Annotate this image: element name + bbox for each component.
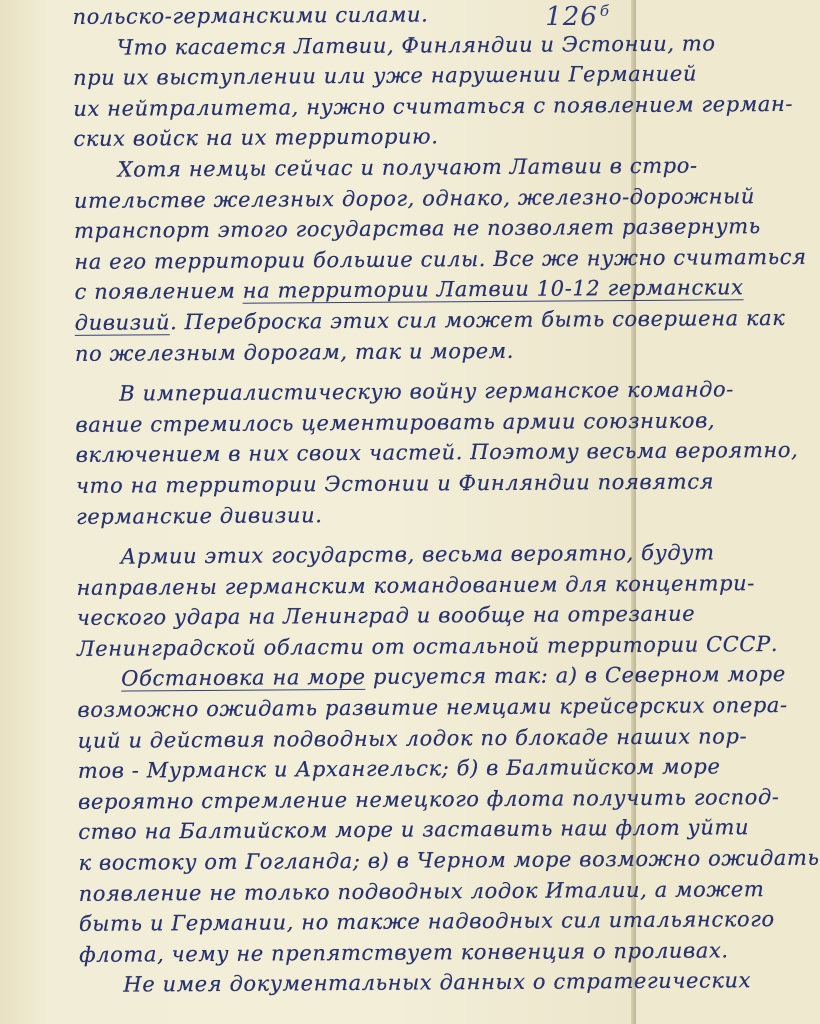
line-text: к востоку от Гогланда; в) в Черном море возможно ожидать <box>78 845 820 875</box>
manuscript-line <box>72 59 698 93</box>
manuscript-line <box>74 151 698 185</box>
manuscript-line <box>75 375 735 409</box>
manuscript-line <box>77 691 788 725</box>
manuscript-line <box>76 599 696 633</box>
line-text: их нейтралитета, нужно считаться с появлением герман- <box>73 91 794 121</box>
folio-number-main: 126 <box>545 2 598 32</box>
line-text: по железным дорогам, так и морем. <box>74 338 515 366</box>
manuscript-line <box>79 967 752 1001</box>
manuscript-line <box>75 406 716 440</box>
line-text: В империалистическую войну германское командо- <box>119 377 735 406</box>
line-text: флота, чему не препятствует конвенция о проливах. <box>79 938 729 967</box>
manuscript-line <box>75 467 715 501</box>
manuscript-line <box>75 335 615 369</box>
line-text: вание стремилось цементировать армии союзников, <box>75 408 716 437</box>
line-text: при их выступлении или уже нарушении Германией <box>72 61 698 91</box>
line-text: Хотя немцы сейчас и получают Латвии в стро- <box>117 153 698 182</box>
line-text: ческого удара на Ленинград и вообще на отрезание <box>76 601 696 631</box>
manuscript-line <box>76 498 616 532</box>
manuscript-line <box>73 29 716 63</box>
line-text: Что касается Латвии, Финляндии и Эстонии, то <box>116 31 716 60</box>
manuscript-line <box>78 814 750 848</box>
manuscript-line <box>74 304 786 338</box>
line-text: с появлением <box>74 279 243 305</box>
manuscript-line <box>78 875 765 909</box>
line-text: на его территории большие силы. Все же нужно считаться <box>74 244 807 274</box>
manuscript-line <box>74 243 807 277</box>
line-text: появление не только подводных лодок Италии, а может <box>78 876 765 906</box>
line-text: польско-германскими силами. <box>72 2 429 29</box>
line-text: быть и Германии, но также надводных сил итальянского <box>78 907 775 937</box>
manuscript-line <box>77 661 786 695</box>
line-text: германские дивизии. <box>76 502 323 529</box>
line-text: Ленинградской области от остальной территории СССР. <box>76 631 779 661</box>
underlined-phrase: на территории Латвии 10-12 германских <box>242 275 744 304</box>
manuscript-line <box>76 569 756 603</box>
folio-number-suffix: б <box>599 2 610 20</box>
handwritten-text <box>72 0 820 1001</box>
line-text: вероятно стремление немецкого флота получить господ- <box>78 784 780 814</box>
line-text: тов - Мурманск и Архангельск; б) в Балтийском море <box>77 754 721 784</box>
line-text: что на территории Эстонии и Финляндии появятся <box>75 469 715 498</box>
line-text: ских войск на их территорию. <box>73 124 439 152</box>
manuscript-line <box>73 120 613 154</box>
manuscript-line <box>73 90 794 124</box>
line-text: транспорт этого государства не позволяет развернуть <box>74 214 761 244</box>
line-text: включением в них своих частей. Поэтому весьма вероятно, <box>75 438 799 468</box>
line-text: ций и действия подводных лодок по блокаде наших пор- <box>77 723 748 753</box>
manuscript-line <box>74 273 744 307</box>
manuscript-line <box>78 905 775 939</box>
line-text: возможно ожидать развитие немцами крейсерских опера- <box>77 692 788 722</box>
line-text: Армии этих государств, весьма вероятно, будут <box>120 540 715 569</box>
manuscript-line <box>74 212 761 246</box>
manuscript-line <box>79 936 729 970</box>
manuscript-line <box>78 844 820 878</box>
manuscript-line <box>75 436 799 470</box>
line-text: ительстве железных дорог, однако, железно-дорожный <box>73 183 755 213</box>
line-text: Не имея документальных данных о стратегических <box>123 968 752 997</box>
manuscript-line <box>77 752 721 786</box>
manuscript-line <box>73 0 613 32</box>
manuscript-line <box>76 630 779 664</box>
underlined-phrase: дивизий <box>74 310 171 335</box>
manuscript-line <box>77 722 748 756</box>
manuscript-line <box>78 783 780 817</box>
line-text: . Переброска этих сил может быть совершена как <box>169 305 786 335</box>
line-text: рисуется так: а) в Северном море <box>365 662 786 690</box>
line-text: ство на Балтийском море и заставить наш флот уйти <box>78 815 750 845</box>
underlined-phrase: Обстановка на море <box>121 665 366 692</box>
line-text: направлены германским командованием для концентри- <box>76 570 756 600</box>
manuscript-line <box>76 538 715 572</box>
manuscript-line <box>73 182 755 216</box>
